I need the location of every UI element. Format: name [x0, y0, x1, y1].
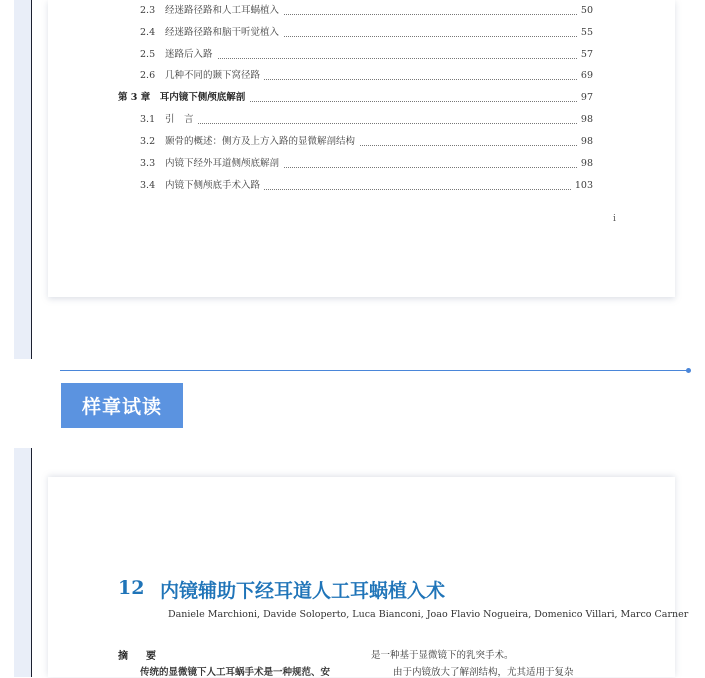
- toc-entry-number: 2.6: [140, 70, 156, 81]
- toc-entry: [48, 69, 675, 83]
- toc-entry-page: 97: [578, 91, 593, 105]
- sample-chapter-tag: 样章试读: [61, 383, 183, 428]
- toc-entry-page: 69: [578, 69, 593, 83]
- left-margin-band-bottom: [14, 448, 32, 677]
- toc-page: [48, 0, 675, 297]
- chapter-authors: Daniele Marchioni, Davide Soloperto, Luca Bianconi, Joao Flavio Nogueira, Domenico Villari, Marco Carner: [168, 609, 689, 620]
- toc-chapter-entry: [48, 91, 675, 105]
- toc-entry: [48, 4, 675, 18]
- toc-entry-number: 2.5: [140, 49, 156, 60]
- toc-dot-leader: [165, 109, 591, 124]
- toc-entry: [48, 48, 675, 62]
- toc-entry: [48, 179, 675, 193]
- toc-entry-title: 经迷路径路和脑干听觉植入: [165, 26, 283, 40]
- left-margin-band-top: [14, 0, 32, 359]
- chapter-number: 12: [118, 577, 145, 599]
- toc-entry-page: 55: [578, 26, 593, 40]
- toc-entry-title: 内镜下侧颅底手术入路: [165, 179, 264, 193]
- toc-entry-number: 3.3: [140, 158, 156, 169]
- toc-page-number: i: [613, 214, 616, 224]
- abstract-text: 传统的显微镜下人工耳蜗手术是一种规范、安: [140, 667, 331, 678]
- toc-entry-number: 3.4: [140, 180, 156, 191]
- body-text-line: 是一种基于显微镜下的乳突手术。: [371, 650, 514, 661]
- section-divider-dot: [686, 368, 691, 373]
- left-margin-rule-top: [31, 0, 32, 359]
- toc-entry-number: 2.4: [140, 27, 156, 38]
- toc-entry-number: 3.2: [140, 136, 156, 147]
- toc-entry: [48, 26, 675, 40]
- toc-entry-number: 3.1: [140, 114, 156, 125]
- toc-entry: [48, 113, 675, 127]
- toc-entry-page: 98: [578, 135, 593, 149]
- abstract-heading: 摘 要: [118, 651, 160, 662]
- toc-entry-title: 迷路后入路: [165, 48, 217, 62]
- toc-entry-title: 颞骨的概述：侧方及上方入路的显微解剖结构: [165, 135, 359, 149]
- toc-entry-title: 经迷路径路和人工耳蜗植入: [165, 4, 283, 18]
- toc-entry-page: 57: [578, 48, 593, 62]
- body-text-line: 由于内镜放大了解剖结构，尤其适用于复杂: [393, 667, 574, 678]
- toc-entry: [48, 157, 675, 171]
- toc-entry-title: 引 言: [165, 113, 198, 127]
- toc-entry-page: 50: [578, 4, 593, 18]
- toc-entry-title: 内镜下经外耳道侧颅底解剖: [165, 157, 283, 171]
- toc-entry: [48, 135, 675, 149]
- section-divider: [60, 370, 689, 371]
- toc-entry-page: 98: [578, 113, 593, 127]
- toc-entry-title: 第 3 章 耳内镜下侧颅底解剖: [118, 91, 249, 105]
- toc-entry-title: 几种不同的颞下窝径路: [165, 69, 264, 83]
- toc-entry-page: 103: [572, 179, 593, 193]
- toc-dot-leader: [165, 44, 591, 59]
- chapter-title: 内镜辅助下经耳道人工耳蜗植入术: [160, 580, 446, 602]
- toc-entry-page: 98: [578, 157, 593, 171]
- left-margin-rule-bottom: [31, 448, 32, 677]
- toc-entry-number: 2.3: [140, 5, 156, 16]
- sample-page: [48, 477, 689, 678]
